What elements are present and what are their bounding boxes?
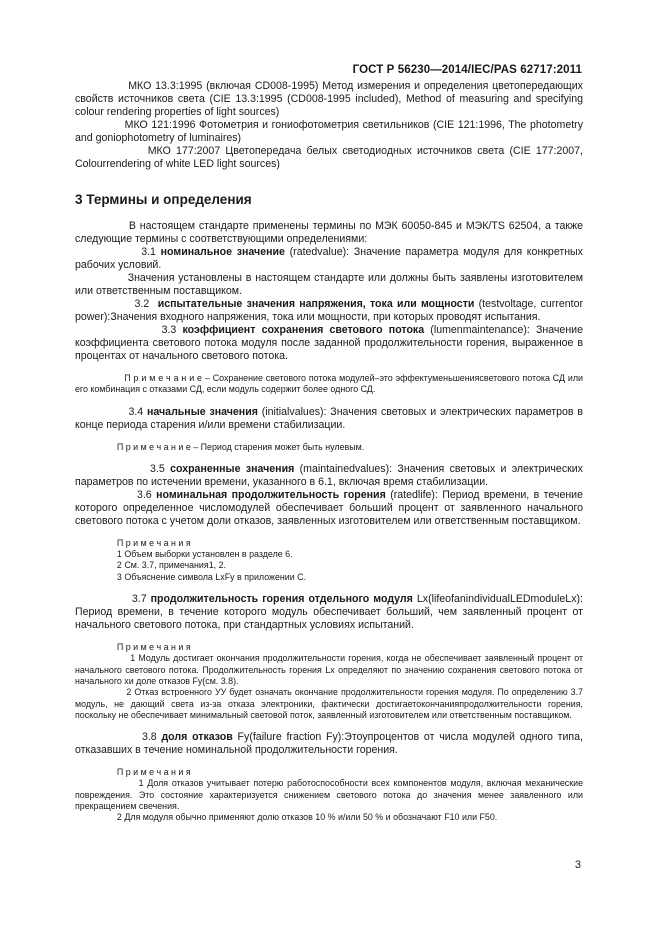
term-3-5: 3.5 сохраненные значения (maintainedvalues): Значения световых и электрических параметров по истечении времени, указанного в 6.1, включая время стабилизации. xyxy=(75,462,583,488)
section-intro: В настоящем стандарте применены термины по МЭК 60050-845 и МЭК/TS 62504, а также следующие термины с соответствующими определениями: xyxy=(75,220,583,245)
term-heading: номинальная продолжительность горения xyxy=(156,488,386,501)
term-heading: коэффициент сохранения светового потока xyxy=(182,324,425,336)
note-item: 2 Отказ встроенного УУ будет означать окончание продолжительности горения модуля. По определению 3.7 модуль, не дающий света из-за отказа электроники, фактически достигаетокончанияпродолжительности горения, поскольку не обеспечивает минимальный световой поток, заявленный изготовителем или ответственным поставщиком. xyxy=(75,687,583,720)
reference-cie-121: МКО 121:1996 Фотометрия и гониофотометрия светильников (CIE 121:1996, The photometry and goniophotometry of luminaires) xyxy=(75,119,583,144)
page-number: 3 xyxy=(574,859,581,871)
note-item: 2 Для модуля обычно применяют долю отказов 10 % и/или 50 % и обозначают F10 или F50. xyxy=(116,812,498,823)
note-item: 1 Доля отказов учитывает потерю работоспособности всех компонентов модуля, включая механические повреждения. Это состояние характеризуется снижением светового потока до значения менее заявленного или прекращением свечения. xyxy=(75,778,584,812)
term-3-7: 3.7 продолжительность горения отдельного модуля Lx(lifeofanindividualLEDmoduleLx): Период времени, в течение которого модуль обеспечивает больший, чем заявленный процент от начального светового потока, при стандартных условиях испытаний. xyxy=(75,593,583,632)
term-heading: сохраненные значения xyxy=(170,462,295,475)
reference-cie-13-3: МКО 13.3:1995 (включая CD008-1995) Метод измерения и определения цветопередающих свойств источников света (CIE 13.3:1995 (CD008-1995 included), Method of measuring and specifying colour rendering properties of light sources) xyxy=(75,80,583,118)
term-3-3: 3.3 коэффициент сохранения светового потока (lumenmaintenance): Значение коэффициента светового потока модуля после заданной продолжительности горения, выраженное в процентах от начального светового потока. xyxy=(75,324,583,362)
note-3-3: П р и м е ч а н и е – Сохранение светового потока модулей–это эффектуменьшениясветового потока СД или его комбинация с отказами СД, если модуль содержит более одного СД. xyxy=(75,373,584,395)
term-heading: номинальное значение xyxy=(160,246,285,258)
notes-3-7-heading: П р и м е ч а н и я xyxy=(116,642,191,653)
notes-3-6-heading: П р и м е ч а н и я xyxy=(116,537,191,548)
term-3-1-extra: Значения установлены в настоящем стандарте или должны быть заявлены изготовителем или ответственным поставщиком. xyxy=(75,272,583,297)
notes-3-8-heading: П р и м е ч а н и я xyxy=(116,767,191,778)
note-item: 1 Модуль достигает окончания продолжительности горения, когда не обеспечивает заявленный процент от начального светового потока. Продолжительность горения Lx определяют по значению сохранения светового потока от начального хи доле отказов Fy(см. 3.8). xyxy=(75,653,584,686)
term-heading: испытательные значения напряжения, тока или мощности xyxy=(157,298,475,310)
term-heading: продолжительность горения отдельного модуля xyxy=(150,593,413,606)
note-3-4: П р и м е ч а н и е – Период старения может быть нулевым. xyxy=(116,441,365,452)
term-3-1: 3.1 номинальное значение (ratedvalue): Значение параметра модуля для конкретных рабочих условий. xyxy=(75,246,583,271)
standard-header: ГОСТ Р 56230—2014/IEC/PAS 62717:2011 xyxy=(352,64,582,76)
term-heading: доля отказов xyxy=(161,731,233,744)
note-item: 1 Объем выборки установлен в разделе 6. xyxy=(116,549,293,560)
section-title: 3 Термины и определения xyxy=(75,192,252,207)
term-3-4: 3.4 начальные значения (initialvalues): Значения световых и электрических параметров в конце периода старения и/или времени стабилизации. xyxy=(75,405,583,431)
note-item: 2 См. 3.7, примечания1, 2. xyxy=(116,560,226,571)
page-content xyxy=(75,80,583,824)
note-item: 3 Объяснение символа LxFy в приложении С. xyxy=(116,571,307,582)
reference-cie-177: МКО 177:2007 Цветопередача белых светодиодных источников света (CIE 177:2007, Colourrendering of white LED light sources) xyxy=(75,145,583,170)
term-3-2: 3.2 испытательные значения напряжения, тока или мощности (testvoltage, currentor power):Значения входного напряжения, тока или мощности, при которых проводят испытания. xyxy=(75,298,584,323)
term-heading: начальные значения xyxy=(147,405,258,418)
term-3-6: 3.6 номинальная продолжительность горения (ratedlife): Период времени, в течение которого определенное числомодулей обеспечивает больший процент от заявленного начального светового потока с учетом доли отказов, заявленных изготовителем или ответственным поставщиком. xyxy=(75,488,583,527)
term-3-8: 3.8 доля отказов Fy(failure fraction Fy):Этоупроцентов от числа модулей одного типа, отказавших в течение номинальной продолжительности горения. xyxy=(75,731,583,757)
